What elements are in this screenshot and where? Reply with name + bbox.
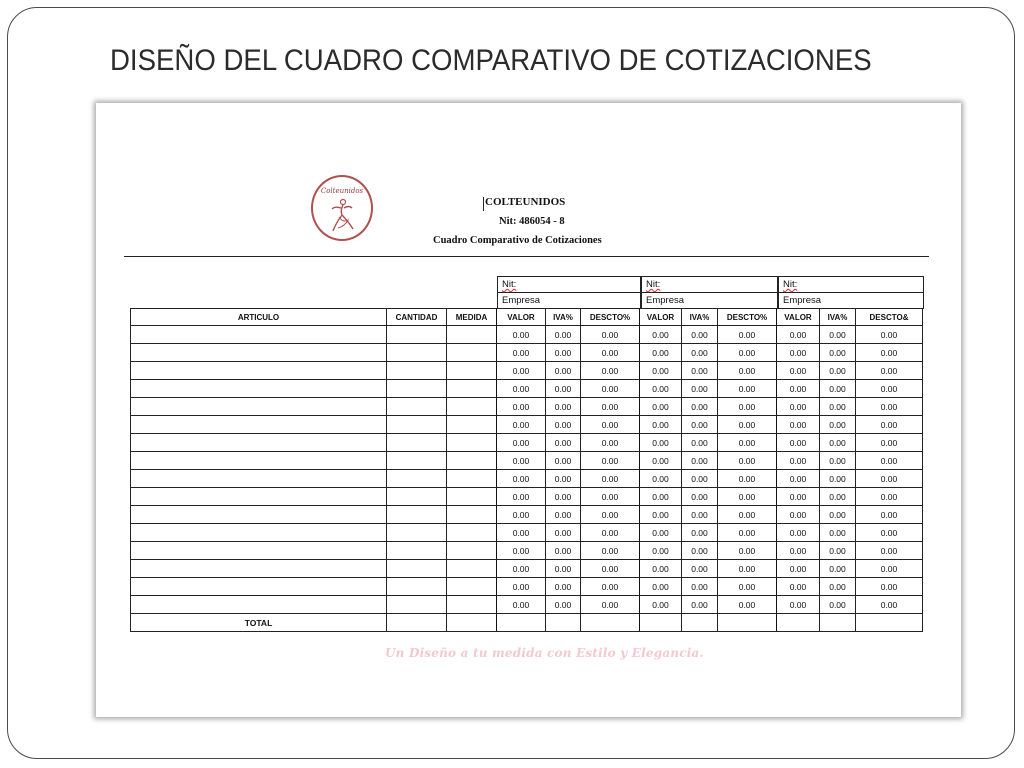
- price-cell[interactable]: 0.00: [640, 578, 682, 596]
- price-cell[interactable]: 0.00: [856, 560, 923, 578]
- price-cell[interactable]: 0.00: [718, 362, 777, 380]
- cantidad-cell[interactable]: [387, 596, 447, 614]
- price-cell[interactable]: 0.00: [640, 506, 682, 524]
- articulo-cell[interactable]: [131, 470, 387, 488]
- price-cell[interactable]: 0.00: [546, 596, 581, 614]
- price-cell[interactable]: 0.00: [682, 452, 718, 470]
- price-cell[interactable]: 0.00: [497, 596, 546, 614]
- price-cell[interactable]: 0.00: [546, 362, 581, 380]
- price-cell[interactable]: 0.00: [856, 326, 923, 344]
- header-iva: IVA%: [682, 309, 718, 326]
- dancer-figure-icon: [321, 193, 365, 237]
- price-cell[interactable]: 0.00: [718, 452, 777, 470]
- price-cell[interactable]: 0.00: [581, 362, 640, 380]
- header-iva: IVA%: [546, 309, 581, 326]
- document-page: [96, 103, 961, 717]
- header-medida: MEDIDA: [447, 309, 497, 326]
- medida-cell[interactable]: [447, 344, 497, 362]
- text-cursor: [483, 197, 484, 211]
- price-cell[interactable]: 0.00: [777, 452, 820, 470]
- price-cell[interactable]: 0.00: [682, 398, 718, 416]
- price-cell[interactable]: 0.00: [856, 578, 923, 596]
- medida-cell[interactable]: [447, 560, 497, 578]
- table-row: [131, 506, 923, 524]
- medida-cell[interactable]: [447, 380, 497, 398]
- price-cell[interactable]: 0.00: [718, 560, 777, 578]
- price-cell[interactable]: 0.00: [546, 524, 581, 542]
- medida-cell[interactable]: [447, 488, 497, 506]
- header-valor: VALOR: [777, 309, 820, 326]
- price-cell[interactable]: 0.00: [856, 506, 923, 524]
- price-cell[interactable]: 0.00: [682, 434, 718, 452]
- price-cell[interactable]: 0.00: [820, 380, 856, 398]
- price-cell[interactable]: 0.00: [820, 326, 856, 344]
- table-row: [131, 542, 923, 560]
- supplier-empresa-label[interactable]: Empresa: [783, 295, 822, 306]
- articulo-cell[interactable]: [131, 452, 387, 470]
- price-cell[interactable]: 0.00: [640, 596, 682, 614]
- table-row: [131, 416, 923, 434]
- price-cell[interactable]: 0.00: [820, 578, 856, 596]
- price-cell[interactable]: 0.00: [497, 470, 546, 488]
- price-cell[interactable]: 0.00: [682, 560, 718, 578]
- price-cell[interactable]: 0.00: [497, 488, 546, 506]
- price-cell[interactable]: 0.00: [777, 434, 820, 452]
- price-cell[interactable]: 0.00: [682, 524, 718, 542]
- price-cell[interactable]: 0.00: [682, 578, 718, 596]
- price-cell[interactable]: 0.00: [777, 596, 820, 614]
- price-cell[interactable]: 0.00: [581, 542, 640, 560]
- articulo-cell[interactable]: [131, 380, 387, 398]
- table-row: [131, 380, 923, 398]
- price-cell[interactable]: 0.00: [546, 380, 581, 398]
- articulo-cell[interactable]: [131, 560, 387, 578]
- price-cell[interactable]: 0.00: [777, 416, 820, 434]
- price-cell[interactable]: 0.00: [856, 380, 923, 398]
- total-row: [131, 614, 923, 632]
- cantidad-cell[interactable]: [387, 416, 447, 434]
- articulo-cell[interactable]: [131, 596, 387, 614]
- price-cell[interactable]: 0.00: [640, 416, 682, 434]
- price-cell[interactable]: 0.00: [581, 416, 640, 434]
- cantidad-cell[interactable]: [387, 344, 447, 362]
- cantidad-cell[interactable]: [387, 398, 447, 416]
- logo-text: Colteunidos: [320, 187, 364, 195]
- cantidad-cell[interactable]: [387, 542, 447, 560]
- articulo-cell[interactable]: [131, 416, 387, 434]
- cantidad-cell[interactable]: [387, 362, 447, 380]
- articulo-cell[interactable]: [131, 488, 387, 506]
- price-cell[interactable]: 0.00: [777, 524, 820, 542]
- price-cell[interactable]: 0.00: [581, 470, 640, 488]
- total-cell[interactable]: [777, 614, 820, 632]
- price-cell[interactable]: 0.00: [820, 470, 856, 488]
- price-cell[interactable]: 0.00: [718, 488, 777, 506]
- price-cell[interactable]: 0.00: [718, 596, 777, 614]
- price-cell[interactable]: 0.00: [497, 578, 546, 596]
- price-cell[interactable]: 0.00: [546, 344, 581, 362]
- price-cell[interactable]: 0.00: [718, 326, 777, 344]
- price-cell[interactable]: 0.00: [856, 434, 923, 452]
- total-cell[interactable]: [581, 614, 640, 632]
- price-cell[interactable]: 0.00: [718, 398, 777, 416]
- document-subtitle: Cuadro Comparativo de Cotizaciones: [433, 235, 602, 246]
- price-cell[interactable]: 0.00: [640, 398, 682, 416]
- header-iva: IVA%: [820, 309, 856, 326]
- cantidad-cell[interactable]: [387, 524, 447, 542]
- price-cell[interactable]: 0.00: [581, 434, 640, 452]
- table-row: [131, 434, 923, 452]
- table-row: [131, 344, 923, 362]
- price-cell[interactable]: 0.00: [546, 326, 581, 344]
- price-cell[interactable]: 0.00: [546, 560, 581, 578]
- price-cell[interactable]: 0.00: [581, 452, 640, 470]
- price-cell[interactable]: 0.00: [640, 524, 682, 542]
- price-cell[interactable]: 0.00: [856, 488, 923, 506]
- price-cell[interactable]: 0.00: [777, 488, 820, 506]
- price-cell[interactable]: 0.00: [640, 488, 682, 506]
- price-cell[interactable]: 0.00: [777, 326, 820, 344]
- price-cell[interactable]: 0.00: [546, 416, 581, 434]
- price-cell[interactable]: 0.00: [856, 524, 923, 542]
- supplier-empresa-label[interactable]: Empresa: [502, 295, 541, 306]
- articulo-cell[interactable]: [131, 326, 387, 344]
- table-header-row: [131, 309, 923, 326]
- price-cell[interactable]: 0.00: [546, 434, 581, 452]
- company-logo: [311, 175, 373, 241]
- header-valor: VALOR: [497, 309, 546, 326]
- price-cell[interactable]: 0.00: [497, 416, 546, 434]
- total-cell[interactable]: [640, 614, 682, 632]
- price-cell[interactable]: 0.00: [682, 362, 718, 380]
- price-cell[interactable]: 0.00: [777, 578, 820, 596]
- price-cell[interactable]: 0.00: [777, 542, 820, 560]
- price-cell[interactable]: 0.00: [777, 398, 820, 416]
- supplier-box-1: [497, 276, 641, 309]
- supplier-box-3: [778, 276, 924, 309]
- price-cell[interactable]: 0.00: [497, 398, 546, 416]
- medida-cell[interactable]: [447, 506, 497, 524]
- price-cell[interactable]: 0.00: [640, 380, 682, 398]
- price-cell[interactable]: 0.00: [682, 506, 718, 524]
- price-cell[interactable]: 0.00: [581, 560, 640, 578]
- price-cell[interactable]: 0.00: [546, 470, 581, 488]
- price-cell[interactable]: 0.00: [497, 344, 546, 362]
- price-cell[interactable]: 0.00: [497, 542, 546, 560]
- price-cell[interactable]: 0.00: [718, 434, 777, 452]
- price-cell[interactable]: 0.00: [682, 488, 718, 506]
- articulo-cell[interactable]: [131, 362, 387, 380]
- price-cell[interactable]: 0.00: [640, 560, 682, 578]
- header-descto: DESCTO&: [856, 309, 923, 326]
- header-articulo: ARTICULO: [131, 309, 387, 326]
- header-valor: VALOR: [640, 309, 682, 326]
- price-cell[interactable]: 0.00: [820, 506, 856, 524]
- articulo-cell[interactable]: [131, 506, 387, 524]
- table-row: [131, 596, 923, 614]
- comparison-table: [130, 308, 923, 632]
- price-cell[interactable]: 0.00: [581, 506, 640, 524]
- table-row: [131, 560, 923, 578]
- price-cell[interactable]: 0.00: [640, 542, 682, 560]
- articulo-cell[interactable]: [131, 344, 387, 362]
- total-cell[interactable]: [497, 614, 546, 632]
- total-cell[interactable]: [820, 614, 856, 632]
- supplier-nit-label[interactable]: Nit:: [502, 279, 517, 290]
- total-cell[interactable]: [682, 614, 718, 632]
- price-cell[interactable]: 0.00: [856, 596, 923, 614]
- price-cell[interactable]: 0.00: [546, 488, 581, 506]
- total-cantidad[interactable]: [387, 614, 447, 632]
- table-row: [131, 488, 923, 506]
- articulo-cell[interactable]: [131, 578, 387, 596]
- price-cell[interactable]: 0.00: [497, 560, 546, 578]
- price-cell[interactable]: 0.00: [581, 380, 640, 398]
- price-cell[interactable]: 0.00: [856, 416, 923, 434]
- price-cell[interactable]: 0.00: [777, 560, 820, 578]
- price-cell[interactable]: 0.00: [546, 578, 581, 596]
- price-cell[interactable]: 0.00: [856, 542, 923, 560]
- price-cell[interactable]: 0.00: [718, 344, 777, 362]
- price-cell[interactable]: 0.00: [820, 416, 856, 434]
- cantidad-cell[interactable]: [387, 470, 447, 488]
- table-row: [131, 524, 923, 542]
- medida-cell[interactable]: [447, 578, 497, 596]
- price-cell[interactable]: 0.00: [581, 578, 640, 596]
- medida-cell[interactable]: [447, 542, 497, 560]
- price-cell[interactable]: 0.00: [682, 326, 718, 344]
- price-cell[interactable]: 0.00: [856, 470, 923, 488]
- cantidad-cell[interactable]: [387, 488, 447, 506]
- price-cell[interactable]: 0.00: [497, 434, 546, 452]
- medida-cell[interactable]: [447, 452, 497, 470]
- price-cell[interactable]: 0.00: [581, 524, 640, 542]
- price-cell[interactable]: 0.00: [820, 362, 856, 380]
- total-medida[interactable]: [447, 614, 497, 632]
- table-body: [131, 326, 923, 614]
- articulo-cell[interactable]: [131, 434, 387, 452]
- price-cell[interactable]: 0.00: [497, 524, 546, 542]
- price-cell[interactable]: 0.00: [640, 326, 682, 344]
- total-cell[interactable]: [856, 614, 923, 632]
- price-cell[interactable]: 0.00: [640, 362, 682, 380]
- price-cell[interactable]: 0.00: [682, 470, 718, 488]
- price-cell[interactable]: 0.00: [640, 434, 682, 452]
- medida-cell[interactable]: [447, 398, 497, 416]
- medida-cell[interactable]: [447, 362, 497, 380]
- price-cell[interactable]: 0.00: [581, 344, 640, 362]
- medida-cell[interactable]: [447, 596, 497, 614]
- table-row: [131, 326, 923, 344]
- price-cell[interactable]: 0.00: [682, 380, 718, 398]
- cantidad-cell[interactable]: [387, 506, 447, 524]
- price-cell[interactable]: 0.00: [718, 470, 777, 488]
- header-descto: DESCTO%: [718, 309, 777, 326]
- price-cell[interactable]: 0.00: [682, 416, 718, 434]
- price-cell[interactable]: 0.00: [820, 596, 856, 614]
- price-cell[interactable]: 0.00: [546, 452, 581, 470]
- price-cell[interactable]: 0.00: [640, 470, 682, 488]
- total-cell[interactable]: [546, 614, 581, 632]
- price-cell[interactable]: 0.00: [497, 506, 546, 524]
- price-cell[interactable]: 0.00: [581, 398, 640, 416]
- articulo-cell[interactable]: [131, 542, 387, 560]
- price-cell[interactable]: 0.00: [497, 362, 546, 380]
- price-cell[interactable]: 0.00: [718, 578, 777, 596]
- supplier-box-2: [641, 276, 778, 309]
- price-cell[interactable]: 0.00: [856, 362, 923, 380]
- medida-cell[interactable]: [447, 524, 497, 542]
- medida-cell[interactable]: [447, 416, 497, 434]
- cantidad-cell[interactable]: [387, 578, 447, 596]
- price-cell[interactable]: 0.00: [718, 524, 777, 542]
- price-cell[interactable]: 0.00: [820, 452, 856, 470]
- price-cell[interactable]: 0.00: [682, 542, 718, 560]
- company-name: COLTEUNIDOS: [485, 196, 566, 208]
- cantidad-cell[interactable]: [387, 380, 447, 398]
- price-cell[interactable]: 0.00: [581, 326, 640, 344]
- price-cell[interactable]: 0.00: [581, 596, 640, 614]
- supplier-nit-label[interactable]: Nit:: [783, 279, 798, 290]
- supplier-empresa-label[interactable]: Empresa: [646, 295, 685, 306]
- header-descto: DESCTO%: [581, 309, 640, 326]
- price-cell[interactable]: 0.00: [546, 506, 581, 524]
- price-cell[interactable]: 0.00: [856, 398, 923, 416]
- price-cell[interactable]: 0.00: [581, 488, 640, 506]
- company-nit: Nit: 486054 - 8: [499, 216, 565, 227]
- price-cell[interactable]: 0.00: [820, 524, 856, 542]
- price-cell[interactable]: 0.00: [820, 542, 856, 560]
- price-cell[interactable]: 0.00: [777, 470, 820, 488]
- table-row: [131, 452, 923, 470]
- price-cell[interactable]: 0.00: [777, 344, 820, 362]
- table-row: [131, 470, 923, 488]
- price-cell[interactable]: 0.00: [718, 380, 777, 398]
- price-cell[interactable]: 0.00: [777, 506, 820, 524]
- total-label: TOTAL: [131, 614, 387, 632]
- articulo-cell[interactable]: [131, 524, 387, 542]
- price-cell[interactable]: 0.00: [497, 380, 546, 398]
- medida-cell[interactable]: [447, 326, 497, 344]
- price-cell[interactable]: 0.00: [856, 452, 923, 470]
- price-cell[interactable]: 0.00: [820, 560, 856, 578]
- price-cell[interactable]: 0.00: [546, 542, 581, 560]
- table-row: [131, 362, 923, 380]
- cantidad-cell[interactable]: [387, 434, 447, 452]
- header-cantidad: CANTIDAD: [387, 309, 447, 326]
- price-cell[interactable]: 0.00: [682, 344, 718, 362]
- price-cell[interactable]: 0.00: [718, 506, 777, 524]
- price-cell[interactable]: 0.00: [820, 398, 856, 416]
- medida-cell[interactable]: [447, 470, 497, 488]
- cantidad-cell[interactable]: [387, 326, 447, 344]
- cantidad-cell[interactable]: [387, 452, 447, 470]
- price-cell[interactable]: 0.00: [856, 344, 923, 362]
- table-row: [131, 398, 923, 416]
- price-cell[interactable]: 0.00: [640, 452, 682, 470]
- price-cell[interactable]: 0.00: [682, 596, 718, 614]
- header-divider: [124, 256, 929, 257]
- price-cell[interactable]: 0.00: [718, 542, 777, 560]
- price-cell[interactable]: 0.00: [497, 452, 546, 470]
- price-cell[interactable]: 0.00: [820, 434, 856, 452]
- price-cell[interactable]: 0.00: [546, 398, 581, 416]
- articulo-cell[interactable]: [131, 398, 387, 416]
- medida-cell[interactable]: [447, 434, 497, 452]
- price-cell[interactable]: 0.00: [497, 326, 546, 344]
- price-cell[interactable]: 0.00: [820, 344, 856, 362]
- price-cell[interactable]: 0.00: [640, 344, 682, 362]
- slide-title: DISEÑO DEL CUADRO COMPARATIVO DE COTIZACIONES: [110, 44, 872, 77]
- supplier-nit-label[interactable]: Nit:: [646, 279, 661, 290]
- price-cell[interactable]: 0.00: [820, 488, 856, 506]
- cantidad-cell[interactable]: [387, 560, 447, 578]
- company-tagline: Un Diseño a tu medida con Estilo y Elegancia.: [385, 646, 704, 660]
- table-row: [131, 578, 923, 596]
- price-cell[interactable]: 0.00: [718, 416, 777, 434]
- price-cell[interactable]: 0.00: [777, 362, 820, 380]
- price-cell[interactable]: 0.00: [777, 380, 820, 398]
- total-cell[interactable]: [718, 614, 777, 632]
